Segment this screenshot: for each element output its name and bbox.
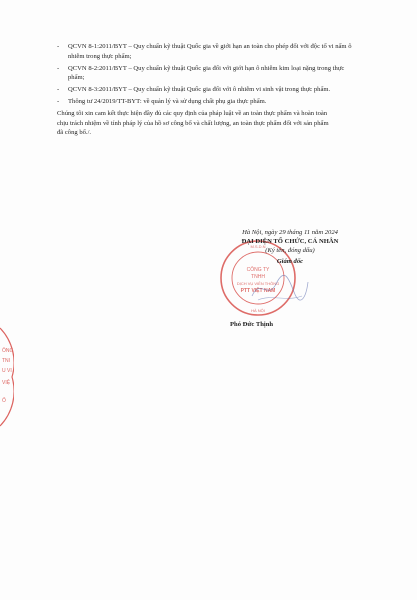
edge-seal-partial	[0, 322, 14, 432]
svg-text:CÔNG TY: CÔNG TY	[246, 267, 270, 273]
svg-text:Ố: Ố	[2, 398, 6, 404]
list-dash: -	[57, 64, 60, 72]
commitment-paragraph: Chúng tôi xin cam kết thực hiện đầy đủ các quy định của pháp luật về an toàn thực phẩm và hoàn toàn chịu trách nhiệm về tính pháp lý của hồ sơ công bố và chất lượng, an toàn thực phẩm đối với sản phẩm đã công bố./.	[57, 110, 329, 137]
regulation-item	[57, 85, 357, 95]
svg-text:U VI: U VI	[2, 368, 12, 374]
handwritten-signature	[248, 270, 312, 306]
regulation-item	[57, 97, 357, 107]
svg-text:TNHH: TNHH	[251, 274, 265, 280]
regulation-text: QCVN 8-2:2011/BYT – Quy chuẩn kỹ thuật Quốc gia đối với giới hạn ô nhiễm kim loại nặng trong thực phẩm;	[68, 64, 345, 82]
svg-text:DỊCH VỤ VIỄN THÔNG: DỊCH VỤ VIỄN THÔNG	[236, 281, 280, 286]
regulation-item	[57, 64, 357, 83]
list-dash: -	[57, 43, 60, 50]
regulation-item	[57, 42, 357, 61]
svg-text:VIỆ: VIỆ	[2, 380, 11, 386]
representative-heading: ĐẠI DIỆN TỔ CHỨC, CÁ NHÂN	[241, 238, 339, 245]
sign-and-seal-note: (Ký tên, đóng dấu)	[265, 247, 315, 254]
svg-text:TNI: TNI	[2, 358, 11, 364]
signing-date: Hà Nội, ngày 29 tháng 11 năm 2024	[242, 229, 338, 236]
regulation-text: Thông tư 24/2019/TT-BYT: về quản lý và sử dụng chất phụ gia thực phẩm.	[68, 98, 267, 106]
svg-text:M.S.D.N: M.S.D.N	[250, 244, 266, 249]
signature-block	[210, 228, 370, 266]
svg-text:ÔNG: ÔNG	[2, 348, 14, 354]
regulation-text: QCVN 8-3:2011/BYT – Quy chuẩn kỹ thuật Quốc gia đối với ô nhiễm vi sinh vật trong thực phẩm.	[68, 86, 331, 94]
signatory-title: Giám đốc	[276, 258, 304, 265]
svg-text:PTT VIỆT NAM: PTT VIỆT NAM	[240, 288, 276, 294]
document-body	[57, 42, 357, 138]
svg-text:HÀ NỘI: HÀ NỘI	[251, 308, 265, 313]
list-dash: -	[57, 86, 60, 94]
regulation-text: QCVN 8-1:2011/BYT – Quy chuẩn kỹ thuật Quốc gia về giới hạn an toàn cho phép đối với độc tố vi nấm ô nhiễm trong thực phẩm;	[68, 43, 352, 60]
regulation-list	[57, 42, 357, 107]
signatory-name: Phó Đức Thịnh	[230, 321, 274, 328]
list-dash: -	[57, 98, 60, 106]
